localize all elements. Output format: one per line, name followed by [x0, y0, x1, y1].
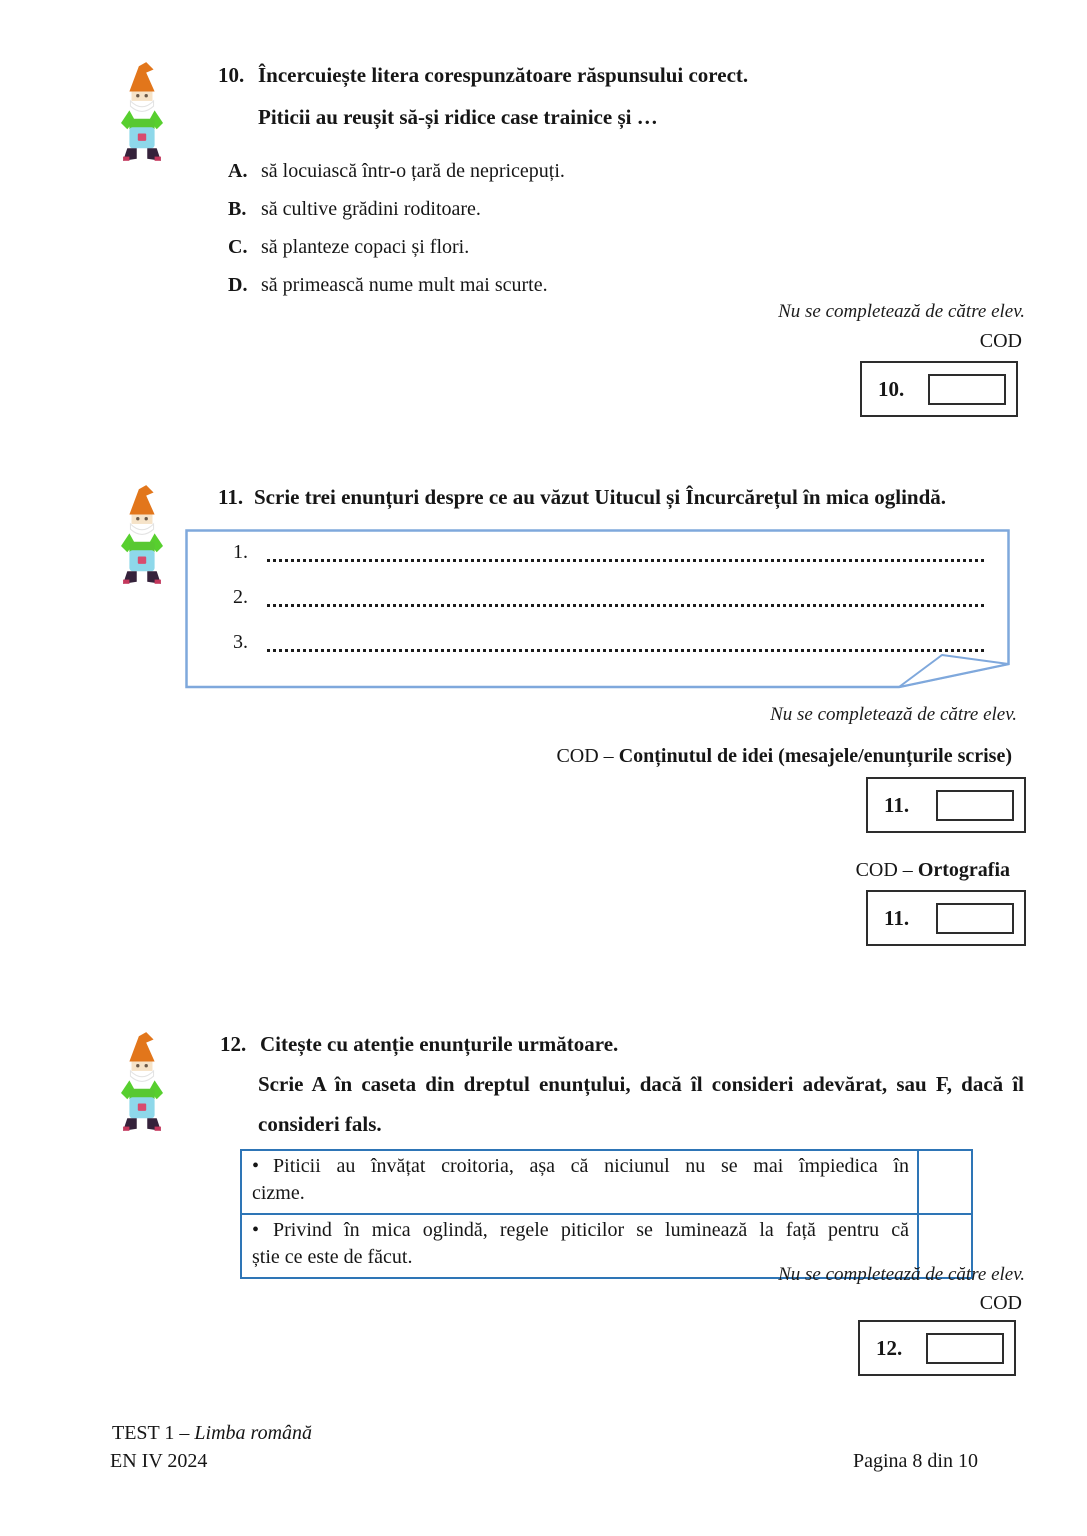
cod-content-label	[556, 745, 1012, 768]
line-number: 3.	[233, 631, 248, 653]
student-note: Nu se completează de către elev.	[778, 301, 1025, 322]
footer-exam-label: EN IV 2024	[110, 1450, 208, 1472]
footer-subject: Limba română	[194, 1422, 313, 1444]
option-row-d[interactable]	[228, 273, 1008, 297]
footer-test-name: TEST 1 –	[112, 1422, 195, 1444]
score-box-q11-orthography	[866, 890, 1026, 946]
option-row-b[interactable]	[228, 197, 1008, 221]
gnome-icon	[116, 1030, 168, 1135]
option-letter[interactable]: A.	[228, 160, 248, 182]
dotted-writing-line[interactable]	[267, 607, 984, 652]
writing-line-2[interactable]	[233, 562, 984, 607]
option-letter[interactable]: D.	[228, 274, 248, 296]
question-number: 11.	[218, 485, 244, 509]
option-row-a[interactable]	[228, 159, 1008, 183]
question-title: Citește cu atenție enunțurile următoare.	[260, 1032, 619, 1056]
score-box-q12	[858, 1320, 1016, 1376]
student-note: Nu se completează de către elev.	[778, 1264, 1025, 1285]
score-box-q11-content	[866, 777, 1026, 833]
gnome-icon	[116, 60, 168, 165]
option-text: să planteze copaci și flori.	[261, 236, 470, 258]
statement-text: Piticii au învățat croitoria, așa că niciunul nu se mai împiedica în	[273, 1155, 909, 1177]
answer-cell-1[interactable]	[919, 1151, 971, 1213]
gnome-icon	[116, 483, 168, 588]
question-number: 12.	[220, 1032, 247, 1056]
statement-text: cizme.	[252, 1182, 305, 1204]
student-note: Nu se completează de către elev.	[770, 704, 1017, 725]
option-text: să locuiască într-o țară de nepricepuți.	[261, 160, 565, 182]
cod-prefix: COD –	[855, 859, 918, 881]
cod-content-title: Conținutul de idei (mesajele/enunțurile scrise)	[618, 745, 1012, 767]
question-10-stem: Piticii au reușit să-și ridice case trainice și …	[258, 105, 658, 129]
footer-page-number: Pagina 8 din 10	[853, 1450, 978, 1472]
bullet: •	[252, 1155, 260, 1177]
dotted-writing-line[interactable]	[267, 562, 984, 607]
footer-test-label	[112, 1422, 312, 1445]
option-text: să primească nume mult mai scurte.	[261, 274, 548, 296]
cod-label: COD	[979, 330, 1022, 352]
score-box-q10	[860, 361, 1018, 417]
statement-row-1	[242, 1151, 919, 1213]
option-letter[interactable]: C.	[228, 236, 248, 258]
question-10-header	[218, 62, 1038, 88]
score-box-number: 11.	[884, 905, 910, 930]
option-letter[interactable]: B.	[228, 198, 247, 220]
question-11-header	[218, 484, 1048, 510]
score-input-box[interactable]	[936, 790, 1014, 821]
cod-label: COD	[979, 1292, 1022, 1314]
statement-text: Privind în mica oglindă, regele piticilor se luminează la față pentru că	[273, 1219, 909, 1241]
writing-line-3[interactable]	[233, 607, 984, 652]
option-text: să cultive grădini roditoare.	[261, 198, 481, 220]
bullet: •	[252, 1219, 260, 1241]
score-input-box[interactable]	[928, 374, 1006, 405]
answer-write-box[interactable]	[185, 529, 1010, 689]
question-12-instruction-line2: consideri fals.	[258, 1112, 382, 1136]
question-number: 10.	[218, 63, 245, 87]
line-number: 1.	[233, 541, 248, 563]
score-box-number: 11.	[884, 792, 910, 817]
score-input-box[interactable]	[926, 1333, 1004, 1364]
question-12-instruction-line1: Scrie A în caseta din dreptul enunțului, dacă îl consideri adevărat, sau F, dacă îl	[258, 1072, 1024, 1096]
score-box-number: 12.	[876, 1335, 903, 1360]
question-12-header	[220, 1031, 1040, 1057]
score-input-box[interactable]	[936, 903, 1014, 934]
dotted-writing-line[interactable]	[267, 529, 984, 562]
cod-orthography-label	[856, 859, 1010, 882]
cod-prefix: COD –	[556, 745, 619, 767]
question-title: Încercuiește litera corespunzătoare răspunsului corect.	[258, 63, 749, 87]
line-number: 2.	[233, 586, 248, 608]
question-title: Scrie trei enunțuri despre ce au văzut Uitucul și Încurcărețul în mica oglindă.	[254, 485, 947, 509]
option-row-c[interactable]	[228, 235, 1008, 259]
writing-line-1[interactable]	[233, 529, 984, 562]
score-box-number: 10.	[878, 376, 905, 401]
statements-table	[240, 1149, 973, 1279]
statement-text: știe ce este de făcut.	[252, 1246, 413, 1268]
cod-orthography-title: Ortografia	[917, 859, 1010, 881]
